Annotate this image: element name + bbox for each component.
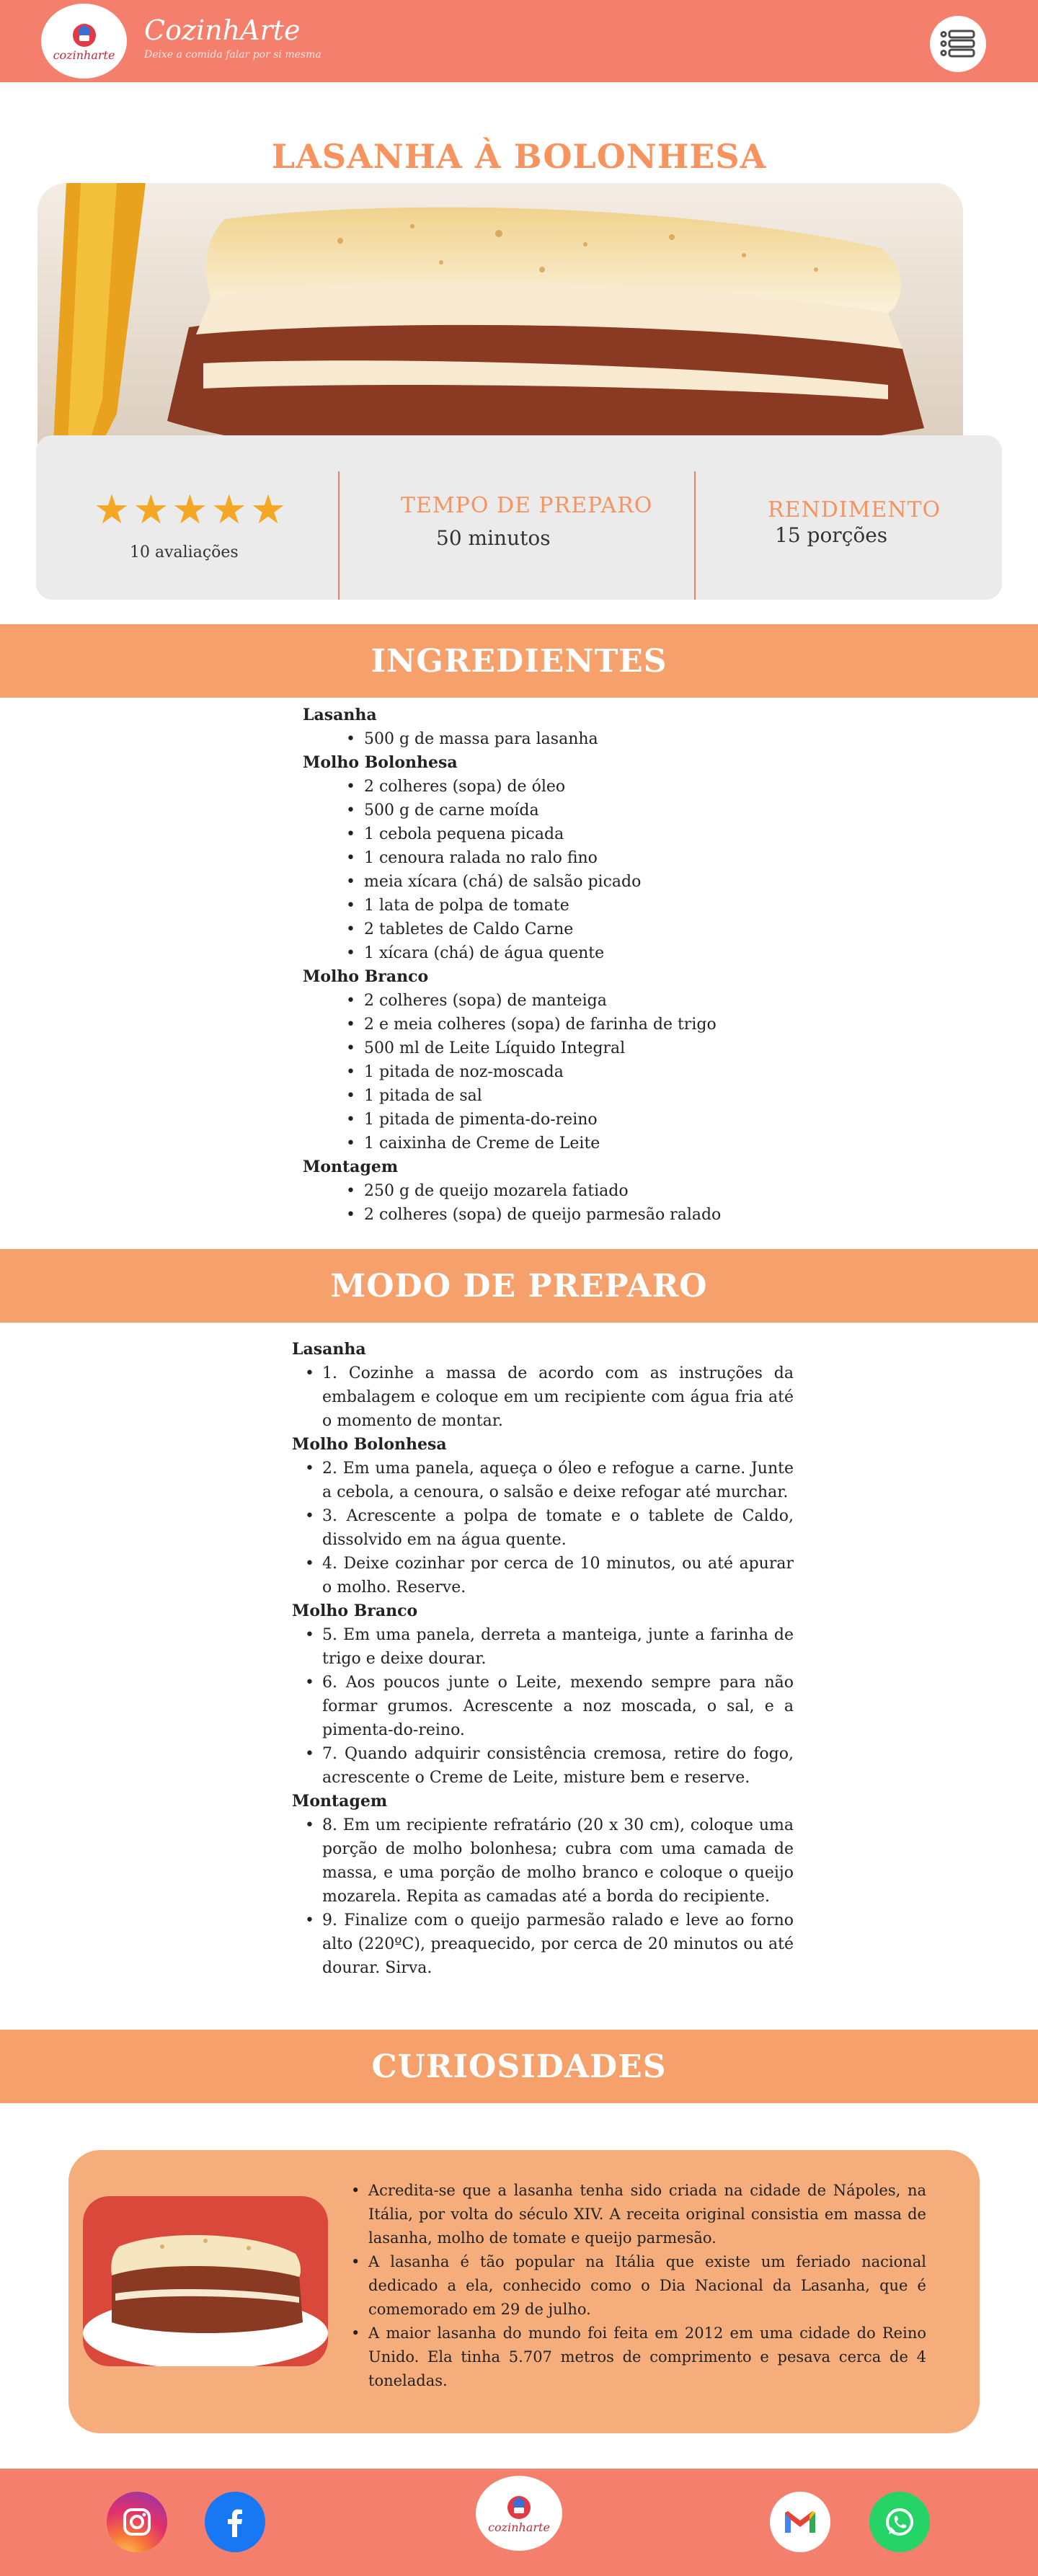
star-rating[interactable] <box>94 487 287 533</box>
ingredient-group-title: Lasanha <box>303 706 377 724</box>
curiosities-list <box>350 2179 926 2393</box>
step-group-title: Molho Branco <box>292 1602 418 1620</box>
ingredient-list <box>303 775 807 965</box>
list-item: • meia xícara (chá) de salsão picado <box>346 870 807 894</box>
curiosities-title: CURIOSIDADES <box>371 2048 667 2085</box>
preparation-banner <box>0 1249 1038 1323</box>
ingredient-list <box>303 989 807 1155</box>
step-group-title: Lasanha <box>292 1340 366 1359</box>
whatsapp-icon <box>880 2502 919 2541</box>
prep-time-block <box>340 435 694 600</box>
review-count[interactable]: 10 avaliações <box>130 543 239 561</box>
prep-time-value: 50 minutos <box>436 526 551 550</box>
star-icon: ★ <box>210 487 247 533</box>
yield-block <box>696 435 1002 600</box>
list-item: • A maior lasanha do mundo foi feita em 2012 em uma cidade do Reino Unido. Ela tinha 5.707 metros de comprimento e pesava cerca de 4 toneladas. <box>350 2322 926 2393</box>
list-item: • 1. Cozinhe a massa de acordo com as instruções da embalagem e coloque em um recipiente com água fria até o momento de montar. <box>292 1362 794 1433</box>
ingredient-list <box>303 727 807 751</box>
instagram-icon <box>119 2504 155 2540</box>
list-item: • 1 pitada de sal <box>346 1084 807 1108</box>
curiosities-card <box>68 2150 980 2433</box>
footer-logo[interactable] <box>476 2476 562 2551</box>
step-list <box>292 1623 794 1790</box>
yield-value: 15 porções <box>775 523 888 547</box>
star-icon: ★ <box>172 487 208 533</box>
list-item: • 500 g de massa para lasanha <box>346 727 807 751</box>
ingredient-list <box>303 1179 807 1227</box>
star-icon: ★ <box>94 487 130 533</box>
preparation-steps <box>292 1338 794 1980</box>
ingredient-group-title: Molho Branco <box>303 967 429 986</box>
recipe-stats <box>36 435 1002 600</box>
list-item: • A lasanha é tão popular na Itália que existe um feriado nacional dedicado a ela, conhecido como o Dia Nacional da Lasanha, que é comemorado em 29 de julho. <box>350 2250 926 2322</box>
list-item: • 2 e meia colheres (sopa) de farinha de trigo <box>346 1013 807 1036</box>
list-item: • 1 cenoura ralada no ralo fino <box>346 846 807 870</box>
preparation-title: MODO DE PREPARO <box>330 1267 708 1305</box>
menu-list-icon <box>939 28 977 60</box>
brand <box>144 16 321 61</box>
recipe-hero-image <box>37 183 963 471</box>
ingredients-banner <box>0 624 1038 698</box>
list-item: • 2 tabletes de Caldo Carne <box>346 918 807 941</box>
site-footer <box>0 2469 1038 2576</box>
star-icon: ★ <box>133 487 169 533</box>
recipe-title: LASANHA À BOLONHESA <box>271 137 767 176</box>
facebook-link[interactable] <box>205 2492 265 2552</box>
ingredients-title: INGREDIENTES <box>371 642 667 680</box>
curiosities-image <box>83 2196 328 2366</box>
whatsapp-link[interactable] <box>869 2492 930 2552</box>
list-item: • 2 colheres (sopa) de queijo parmesão ralado <box>346 1203 807 1227</box>
list-item: • 4. Deixe cozinhar por cerca de 10 minutos, ou até apurar o molho. Reserve. <box>292 1552 794 1599</box>
list-item: • Acredita-se que a lasanha tenha sido criada na cidade de Nápoles, na Itália, por volta do século XIV. A receita original consistia em massa de lasanha, molho de tomate e queijo parmesão. <box>350 2179 926 2250</box>
gmail-link[interactable] <box>770 2492 830 2552</box>
gmail-icon <box>781 2507 820 2537</box>
ingredients-list <box>303 703 807 1227</box>
list-item: • 1 xícara (chá) de água quente <box>346 941 807 965</box>
list-item: • 500 g de carne moída <box>346 799 807 822</box>
list-item: • 1 pitada de noz-moscada <box>346 1060 807 1084</box>
list-item: • 3. Acrescente a polpa de tomate e o tablete de Caldo, dissolvido em na água quente. <box>292 1504 794 1552</box>
facebook-icon <box>217 2504 253 2540</box>
site-logo[interactable] <box>41 4 127 79</box>
list-item: • 250 g de queijo mozarela fatiado <box>346 1179 807 1203</box>
list-item: • 5. Em uma panela, derreta a manteiga, junte a farinha de trigo e deixe dourar. <box>292 1623 794 1671</box>
menu-button[interactable] <box>930 16 986 72</box>
list-item: • 6. Aos poucos junte o Leite, mexendo sempre para não formar grumos. Acrescente a noz moscada, o sal, e a pimenta-do-reino. <box>292 1671 794 1742</box>
lasagna-plate-photo <box>83 2196 328 2366</box>
ingredient-group-title: Montagem <box>303 1158 399 1176</box>
site-header <box>0 0 1038 82</box>
list-item: • 8. Em um recipiente refratário (20 x 30 cm), coloque uma porção de molho bolonhesa; cubra com uma camada de massa, e uma porção de molho branco e coloque o queijo mozarela. Repita as camadas até a borda do recipiente. <box>292 1813 794 1909</box>
list-item: • 2 colheres (sopa) de manteiga <box>346 989 807 1013</box>
list-item: • 1 caixinha de Creme de Leite <box>346 1132 807 1155</box>
step-group-title: Molho Bolonhesa <box>292 1435 447 1454</box>
star-icon: ★ <box>249 487 287 533</box>
list-item: • 2. Em uma panela, aqueça o óleo e refogue a carne. Junte a cebola, a cenoura, o salsão e deixe refogar até murchar. <box>292 1457 794 1504</box>
logo-text: cozinharte <box>53 48 115 62</box>
list-item: • 1 lata de polpa de tomate <box>346 894 807 918</box>
step-group-title: Montagem <box>292 1792 388 1811</box>
chef-hat-icon <box>70 21 99 50</box>
chef-hat-icon <box>505 2493 533 2522</box>
prep-time-label: TEMPO DE PREPARO <box>401 493 653 518</box>
yield-label: RENDIMENTO <box>768 497 941 523</box>
step-list <box>292 1362 794 1433</box>
list-item: • 7. Quando adquirir consistência cremosa, retire do fogo, acrescente o Creme de Leite, misture bem e reserve. <box>292 1742 794 1790</box>
step-list <box>292 1457 794 1599</box>
ingredient-group-title: Molho Bolonhesa <box>303 753 458 772</box>
instagram-link[interactable] <box>107 2492 167 2552</box>
rating-block <box>36 435 339 600</box>
list-item: • 9. Finalize com o queijo parmesão ralado e leve ao forno alto (220ºC), preaquecido, por cerca de 20 minutos ou até dourar. Sirva. <box>292 1909 794 1980</box>
brand-tagline: Deixe a comida falar por si mesma <box>144 48 321 61</box>
list-item: • 2 colheres (sopa) de óleo <box>346 775 807 799</box>
list-item: • 500 ml de Leite Líquido Integral <box>346 1036 807 1060</box>
lasagna-photo <box>37 183 963 471</box>
brand-name[interactable]: CozinhArte <box>144 14 301 46</box>
list-item: • 1 cebola pequena picada <box>346 822 807 846</box>
step-list <box>292 1813 794 1980</box>
curiosities-banner <box>0 2030 1038 2103</box>
logo-text: cozinharte <box>488 2520 550 2534</box>
list-item: • 1 pitada de pimenta-do-reino <box>346 1108 807 1132</box>
